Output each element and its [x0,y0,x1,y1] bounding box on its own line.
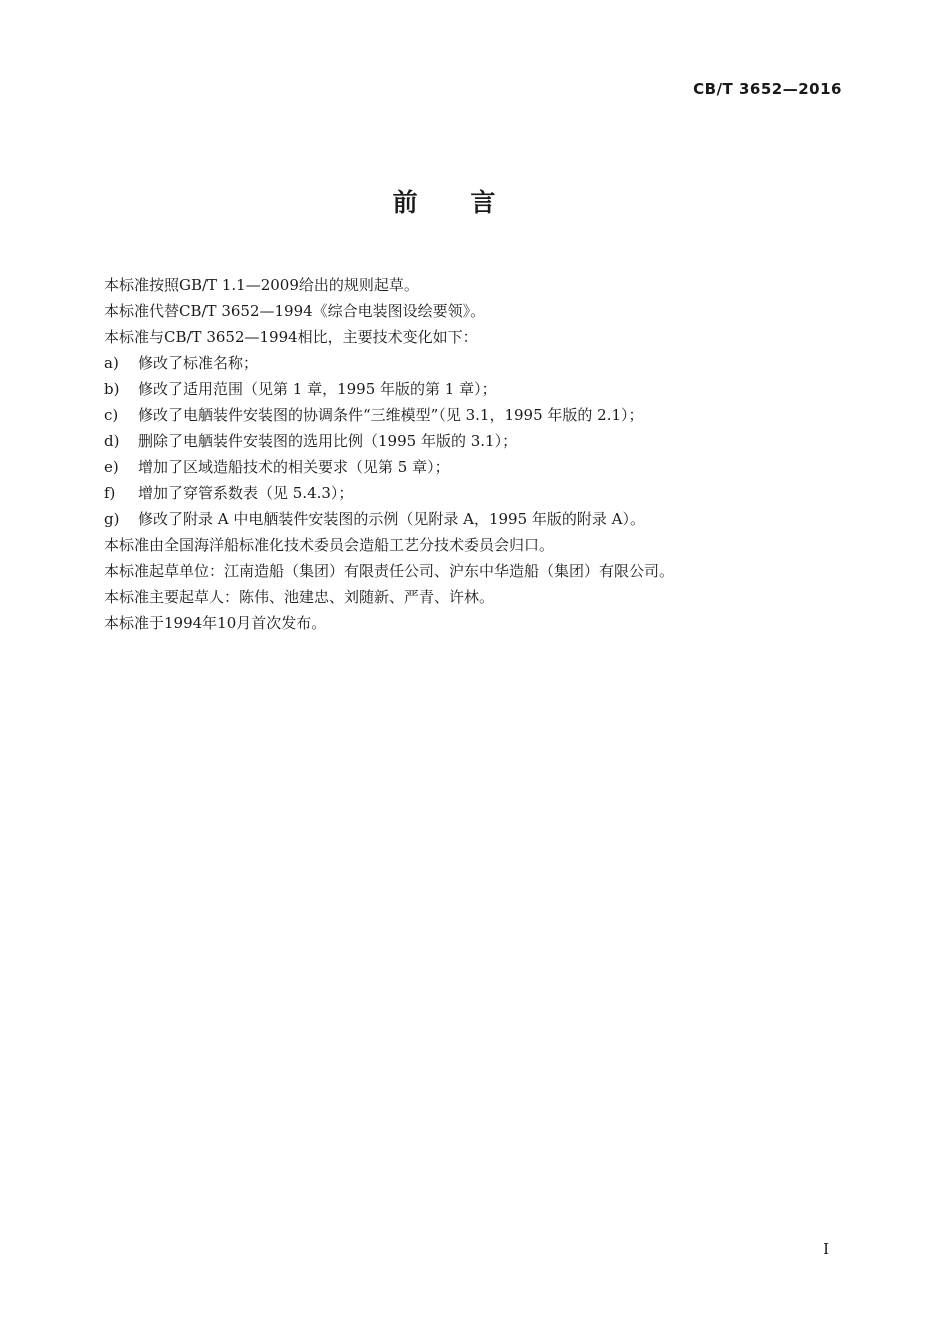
closing-line: 本标准主要起草人：陈伟、池建忠、刘随新、严青、许林。 [104,588,495,606]
change-item [104,428,864,454]
change-item [104,350,864,376]
change-item-text: 增加了区域造船技术的相关要求（见第 5 章）； [138,458,450,476]
change-item-marker: f) [104,484,116,502]
change-item-text: 修改了适用范围（见第 1 章，1995 年版的第 1 章）； [138,380,497,398]
change-item [104,402,864,428]
page-title: 前 言 [392,188,518,217]
change-item-marker: a) [104,354,119,372]
change-item-text: 修改了附录 A 中电舾装件安装图的示例（见附录 A，1995 年版的附录 A）。 [138,510,646,528]
intro-line: 本标准与CB/T 3652—1994相比，主要技术变化如下： [104,328,478,346]
change-item-marker: g) [104,510,120,528]
closing-line: 本标准于1994年10月首次发布。 [104,614,327,632]
change-item-text: 修改了标准名称； [138,354,259,372]
change-item-marker: b) [104,380,120,398]
foreword-body [104,272,864,636]
intro-line: 本标准按照GB/T 1.1—2009给出的规则起草。 [104,276,419,294]
change-item-text: 增加了穿管系数表（见 5.4.3）； [138,484,354,502]
closing-line: 本标准起草单位：江南造船（集团）有限责任公司、沪东中华造船（集团）有限公司。 [104,562,675,580]
change-item [104,506,864,532]
change-item-marker: d) [104,432,120,450]
change-item-text: 修改了电舾装件安装图的协调条件“三维模型”（见 3.1，1995 年版的 2.1）； [138,406,644,424]
change-item-marker: e) [104,458,119,476]
page-number: I [823,1240,829,1258]
intro-line: 本标准代替CB/T 3652—1994《综合电装图设绘要领》。 [104,302,486,320]
change-item-text: 删除了电舾装件安装图的选用比例（1995 年版的 3.1）； [138,432,518,450]
change-item [104,480,864,506]
change-item [104,376,864,402]
closing-line: 本标准由全国海洋船标准化技术委员会造船工艺分技术委员会归口。 [104,536,555,554]
change-item [104,454,864,480]
standard-code: CB/T 3652—2016 [693,80,842,98]
change-item-marker: c) [104,406,119,424]
